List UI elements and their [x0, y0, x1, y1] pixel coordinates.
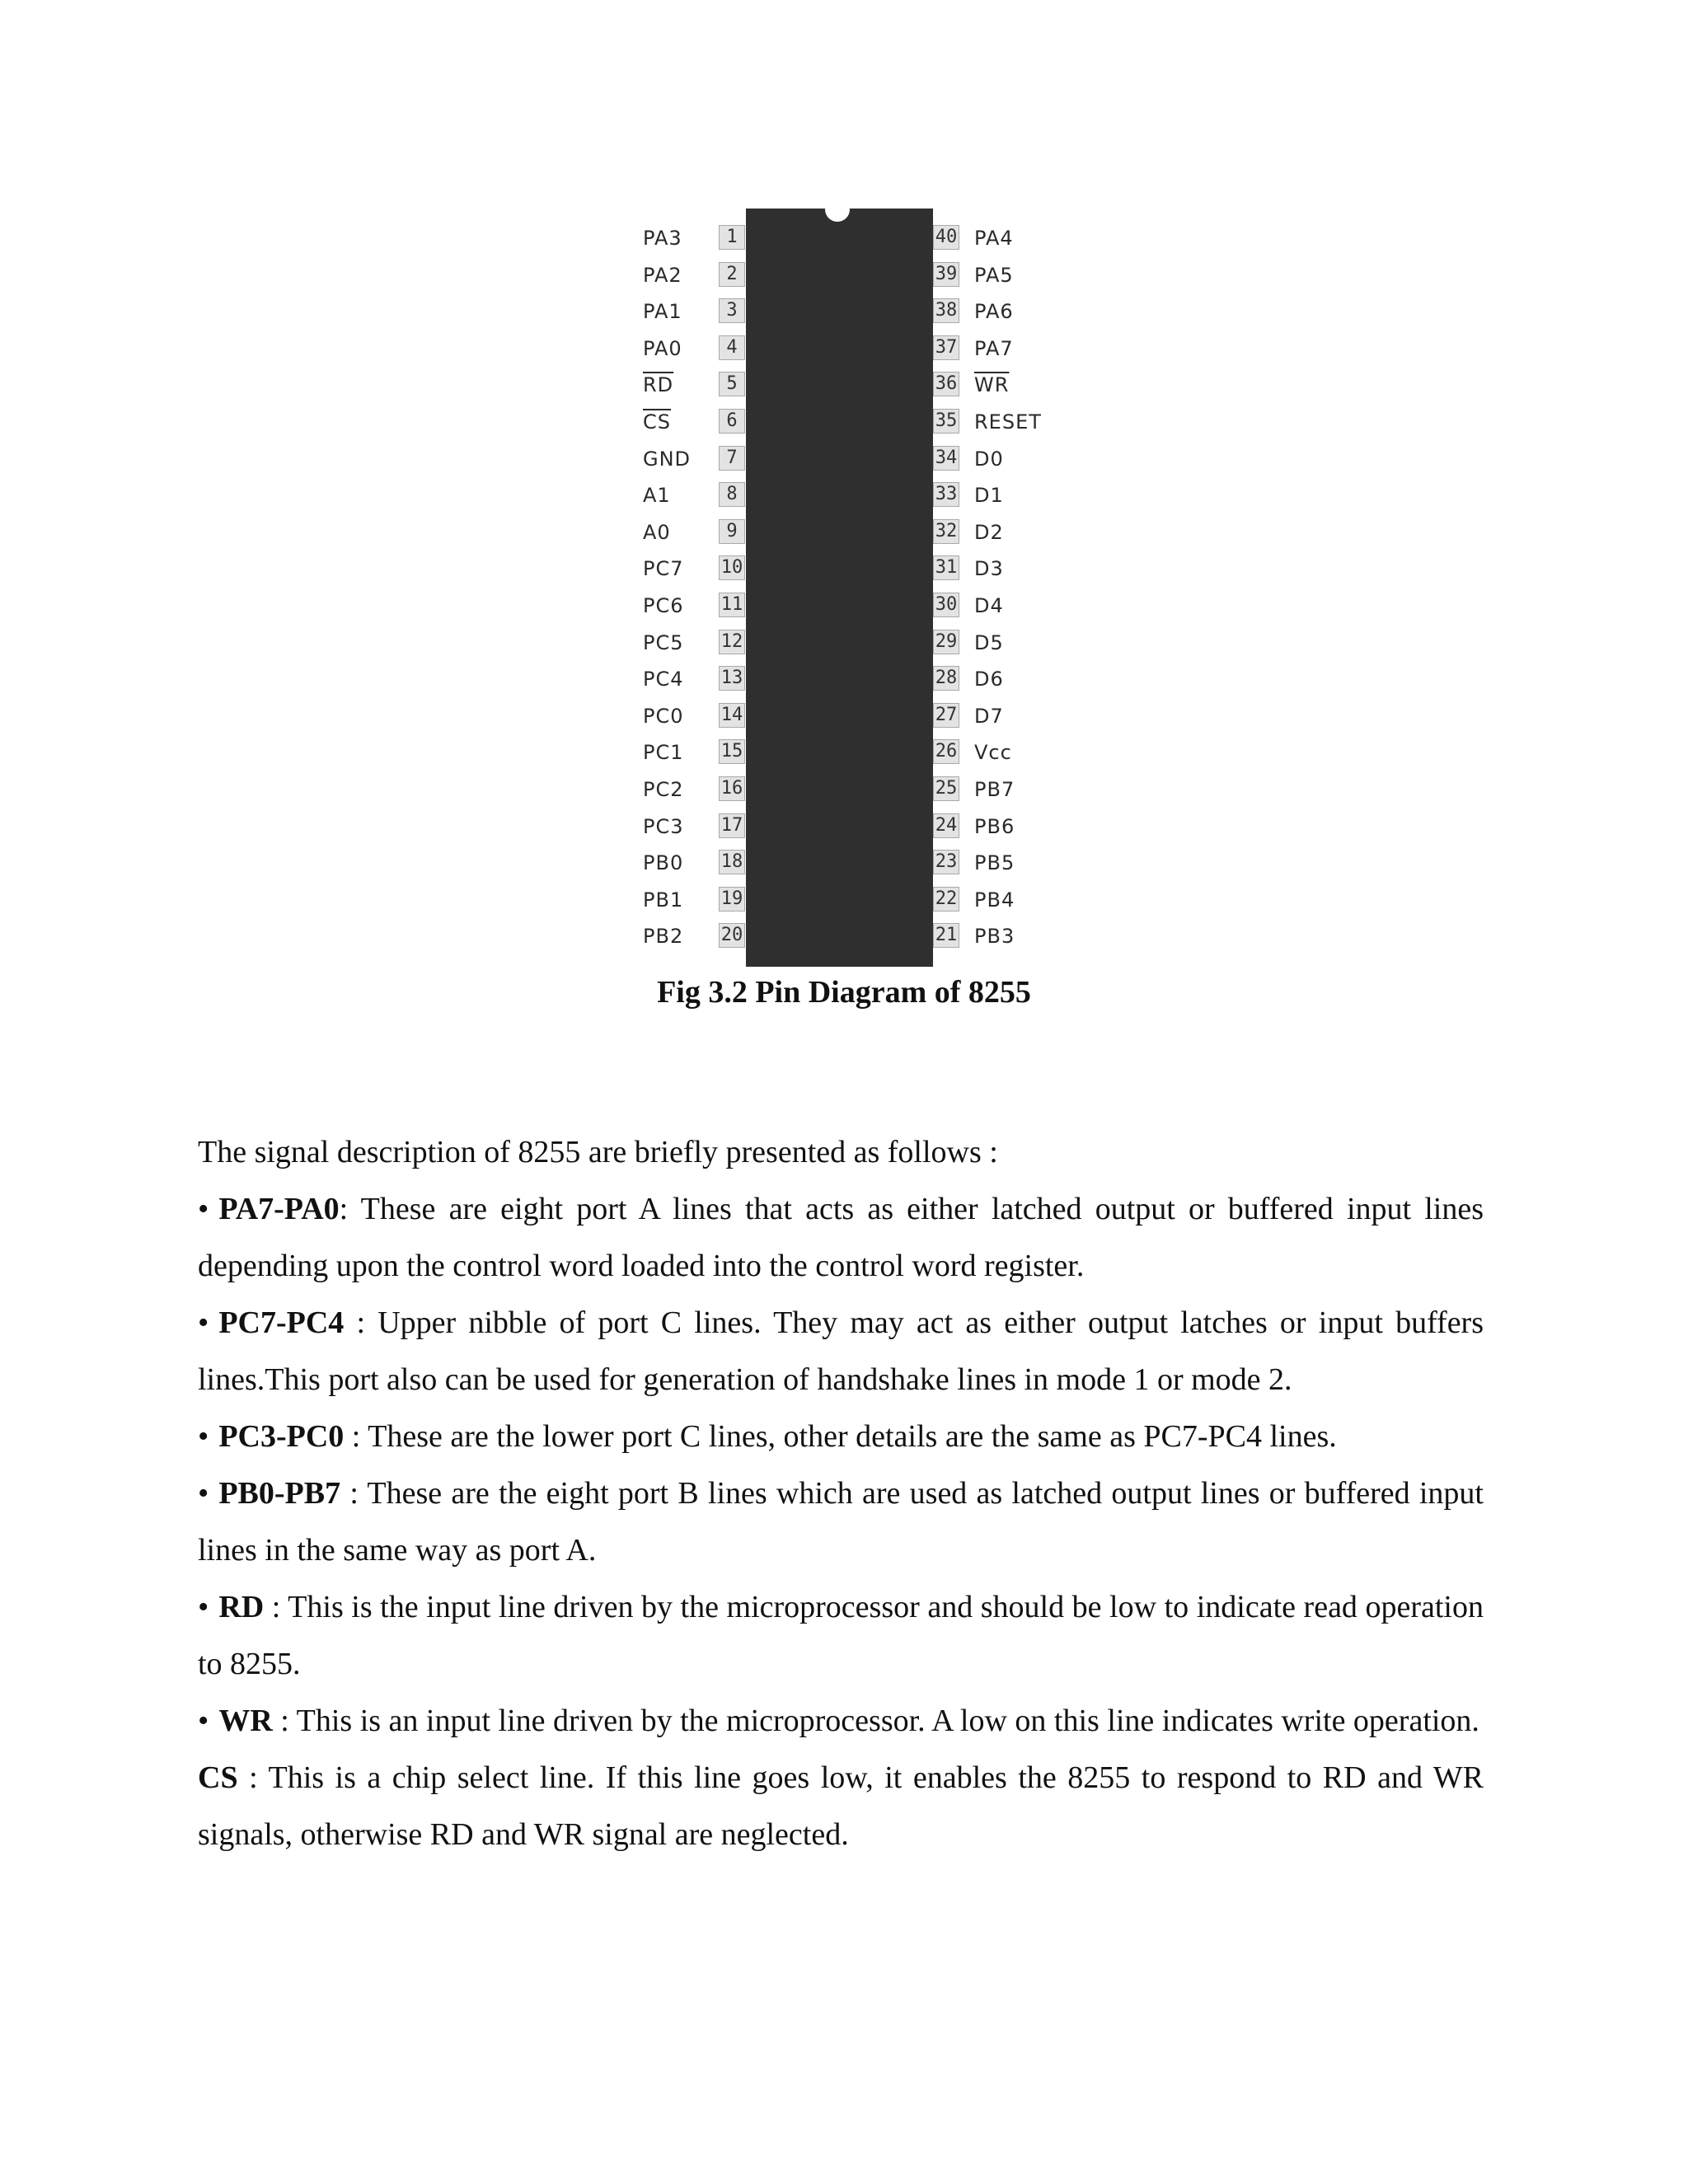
pin-label: A0: [643, 521, 671, 544]
pin-number: 6: [719, 409, 745, 434]
pin-label: PA2: [643, 264, 682, 287]
list-item: [198, 1693, 1484, 1750]
pin-number: 33: [933, 482, 959, 507]
pin-21: [933, 921, 1057, 951]
pin-27: [933, 701, 1057, 731]
pin-22: [933, 885, 1057, 915]
bullet: •: [198, 1419, 209, 1454]
pin-37: [933, 334, 1057, 363]
figure-caption: Fig 3.2 Pin Diagram of 8255: [657, 975, 1031, 1010]
pin-number: 11: [719, 593, 745, 617]
pin-number: 23: [933, 850, 959, 874]
pin-12: [643, 628, 746, 658]
pin-number: 17: [719, 813, 745, 838]
pin-28: [933, 664, 1057, 694]
signal-description-text: : This is a chip select line. If this line goes low, it enables the 8255 to respond to RD and WR signals, otherwise RD and WR signal are neglected.: [198, 1760, 1484, 1852]
list-item: [198, 1181, 1484, 1295]
pin-number: 1: [719, 225, 745, 250]
pin-number: 3: [719, 298, 745, 323]
pin-number: 40: [933, 225, 959, 250]
pin-number: 18: [719, 850, 745, 874]
pin-label: D7: [974, 705, 1004, 728]
pin-label: RESET: [974, 410, 1042, 434]
pin-label: PB5: [974, 851, 1015, 874]
pin-number: 16: [719, 776, 745, 801]
list-item: [198, 1408, 1484, 1465]
pin-number: 27: [933, 703, 959, 728]
pin-26: [933, 738, 1057, 767]
signal-description-text: : This is the input line driven by the microprocessor and should be low to indicate read operation to 8255.: [198, 1590, 1484, 1681]
pin-34: [933, 444, 1057, 474]
pin-number: 8: [719, 482, 745, 507]
pin-label: PC7: [643, 557, 684, 580]
bullet: •: [198, 1590, 209, 1624]
pin-label: Vcc: [974, 741, 1012, 764]
pin-29: [933, 628, 1057, 658]
signal-description-text: : This is an input line driven by the microprocessor. A low on this line indicates write operation.: [272, 1704, 1479, 1738]
pin-label: PA1: [643, 300, 682, 323]
pin-label: D3: [974, 557, 1004, 580]
pin-number: 9: [719, 519, 745, 544]
pin-label: GND: [643, 448, 692, 471]
bullet: •: [198, 1192, 209, 1226]
pin-number: 38: [933, 298, 959, 323]
pin-number: 24: [933, 813, 959, 838]
list-item: [198, 1579, 1484, 1693]
list-item: [198, 1295, 1484, 1408]
pin-number: 2: [719, 262, 745, 287]
pin-36: [933, 370, 1057, 400]
pin-14: [643, 701, 746, 731]
pin-label: A1: [643, 484, 671, 507]
pin-31: [933, 554, 1057, 583]
pin-label: PC3: [643, 815, 684, 838]
pin-number: 10: [719, 555, 745, 580]
pin-label: PC0: [643, 705, 684, 728]
signal-description-text: : Upper nibble of port C lines. They may act as either output latches or input buffers lines.This port also can be used for generation of handshake lines in mode 1 or mode 2.: [198, 1305, 1484, 1397]
signal-term: PB0-PB7: [218, 1476, 341, 1511]
pin-23: [933, 848, 1057, 878]
pin-number: 12: [719, 630, 745, 654]
pin-32: [933, 518, 1057, 547]
pin-label: PA0: [643, 337, 682, 360]
pin-number: 32: [933, 519, 959, 544]
pin-19: [643, 885, 746, 915]
bullet: •: [198, 1704, 209, 1738]
pin-11: [643, 591, 746, 621]
pin-number: 34: [933, 446, 959, 471]
pin-number: 25: [933, 776, 959, 801]
pin-label: PB3: [974, 925, 1015, 948]
pin-label: PB1: [643, 888, 684, 912]
pin-38: [933, 297, 1057, 326]
list-item: [198, 1465, 1484, 1579]
pin-1: [643, 223, 746, 253]
signal-description-text: : These are the eight port B lines which are used as latched output lines or buffered input lines in the same way as port A.: [198, 1476, 1484, 1568]
pin-30: [933, 591, 1057, 621]
pin-label: D1: [974, 484, 1004, 507]
signal-description: [198, 1124, 1484, 1863]
pin-17: [643, 812, 746, 841]
pin-label: D4: [974, 594, 1004, 617]
signal-term: PC7-PC4: [218, 1305, 345, 1340]
pin-18: [643, 848, 746, 878]
pin-9: [643, 518, 746, 547]
pin-3: [643, 297, 746, 326]
pin-number: 31: [933, 555, 959, 580]
signal-term: RD: [218, 1590, 265, 1624]
cs-paragraph: [198, 1750, 1484, 1863]
pin-label: PA3: [643, 227, 682, 250]
pin-number: 35: [933, 409, 959, 434]
pin-8: [643, 480, 746, 510]
pin-number: 15: [719, 739, 745, 764]
pin-label: PA7: [974, 337, 1014, 360]
pin-label: $\overline{CS}$: [643, 410, 671, 434]
signal-description-text: : These are eight port A lines that acts as either latched output or buffered input lines depending upon the control word loaded into the control word register.: [198, 1192, 1484, 1283]
pin-2: [643, 260, 746, 290]
pin-number: 22: [933, 887, 959, 912]
pin-33: [933, 480, 1057, 510]
pin-number: 36: [933, 372, 959, 396]
pin-diagram-8255: [0, 0, 1688, 981]
pin-label: D0: [974, 448, 1004, 471]
pin-25: [933, 775, 1057, 804]
pin-15: [643, 738, 746, 767]
pin-24: [933, 812, 1057, 841]
pin-label: PC6: [643, 594, 684, 617]
pin-5: [643, 370, 746, 400]
pin-number: 13: [719, 666, 745, 691]
pin-label: PA4: [974, 227, 1014, 250]
pin-number: 5: [719, 372, 745, 396]
pin-label: PC1: [643, 741, 684, 764]
pin-number: 14: [719, 703, 745, 728]
pin-label: PA5: [974, 264, 1014, 287]
bullet: •: [198, 1476, 209, 1511]
pin-number: 37: [933, 335, 959, 360]
pin-40: [933, 223, 1057, 253]
signal-term: WR: [218, 1704, 273, 1738]
pin-label: PC2: [643, 778, 684, 801]
pin-4: [643, 334, 746, 363]
pin-label: D6: [974, 668, 1004, 691]
chip-notch: [825, 197, 850, 222]
pin-label: $\overline{WR}$: [974, 373, 1010, 396]
pin-7: [643, 444, 746, 474]
intro-paragraph: The signal description of 8255 are briefly presented as follows :: [198, 1135, 998, 1169]
pin-16: [643, 775, 746, 804]
pin-number: 30: [933, 593, 959, 617]
pin-number: 21: [933, 923, 959, 948]
pin-number: 20: [719, 923, 745, 948]
pin-number: 4: [719, 335, 745, 360]
bullet: •: [198, 1305, 209, 1340]
pin-label: PC4: [643, 668, 684, 691]
pin-label: D5: [974, 631, 1004, 654]
pin-label: PB6: [974, 815, 1015, 838]
pin-label: PB7: [974, 778, 1015, 801]
pin-number: 7: [719, 446, 745, 471]
pin-label: PB4: [974, 888, 1015, 912]
signal-term: PA7-PA0: [218, 1192, 340, 1226]
pin-39: [933, 260, 1057, 290]
pin-label: PB2: [643, 925, 684, 948]
pin-number: 26: [933, 739, 959, 764]
pin-number: 19: [719, 887, 745, 912]
signal-term: PC3-PC0: [218, 1419, 345, 1454]
pin-20: [643, 921, 746, 951]
pin-number: 28: [933, 666, 959, 691]
ic-chip-body: [746, 209, 933, 967]
signal-description-text: : These are the lower port C lines, other details are the same as PC7-PC4 lines.: [344, 1419, 1337, 1454]
pin-6: [643, 407, 746, 437]
signal-term: CS: [198, 1760, 238, 1795]
pin-10: [643, 554, 746, 583]
pin-label: PC5: [643, 631, 684, 654]
pin-label: D2: [974, 521, 1004, 544]
pin-35: [933, 407, 1057, 437]
pin-number: 29: [933, 630, 959, 654]
pin-label: $\overline{RD}$: [643, 373, 674, 396]
pin-number: 39: [933, 262, 959, 287]
pin-label: PA6: [974, 300, 1014, 323]
pin-label: PB0: [643, 851, 684, 874]
pin-13: [643, 664, 746, 694]
